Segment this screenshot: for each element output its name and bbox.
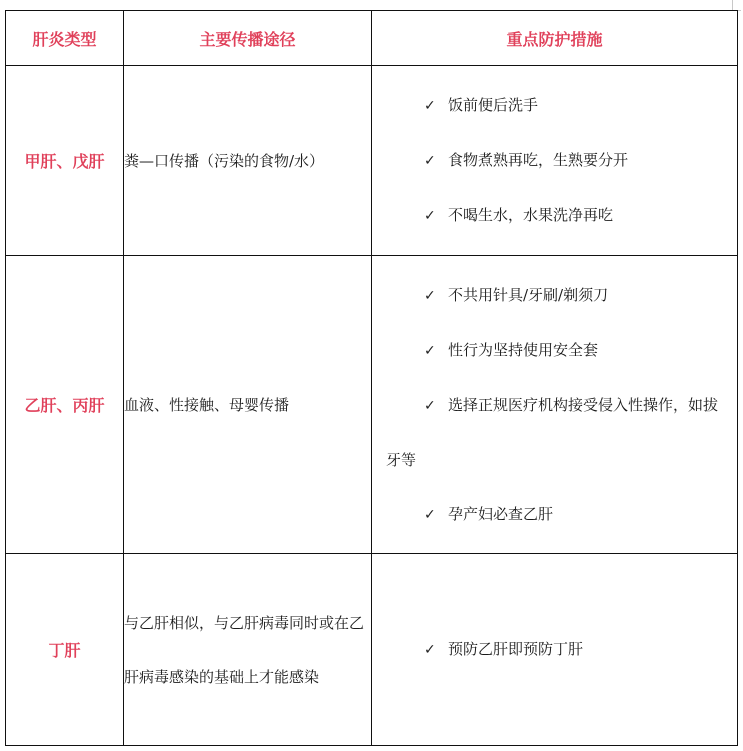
- table-row: [6, 256, 738, 554]
- list-item: [372, 622, 737, 677]
- table-row: [6, 66, 738, 256]
- check-icon: ✓: [424, 98, 436, 114]
- header-row: [6, 11, 738, 66]
- table-row: [6, 554, 738, 746]
- list-item: [372, 268, 737, 323]
- transmission-route: [124, 66, 372, 256]
- measure-text: 不喝生水，水果洗净再吃: [448, 206, 614, 224]
- measure-text: 预防乙肝即预防丁肝: [448, 640, 584, 658]
- protection-measures: [372, 66, 738, 256]
- measure-text: 不共用针具/牙刷/剃须刀: [448, 285, 609, 304]
- list-item: [372, 188, 737, 243]
- check-icon: ✓: [424, 342, 436, 359]
- hepatitis-table: [5, 10, 738, 746]
- measures-list: [372, 78, 737, 243]
- check-icon: ✓: [424, 506, 436, 523]
- route-text: 血液、性接触、母婴传播: [124, 395, 290, 414]
- check-icon: ✓: [424, 287, 436, 304]
- list-item: [372, 487, 737, 542]
- transmission-route: [124, 256, 372, 554]
- transmission-route: [124, 554, 372, 746]
- check-icon: ✓: [424, 397, 436, 414]
- measures-list: [372, 268, 737, 542]
- route-text: 与乙肝相似，与乙肝病毒同时或在乙肝病毒感染的基础上才能感染: [124, 613, 365, 686]
- protection-measures: [372, 256, 738, 554]
- list-item: [372, 78, 737, 133]
- measures-list: [372, 622, 737, 677]
- measure-text: 选择正规医疗机构接受侵入性操作，如拔牙等: [386, 395, 719, 469]
- header-type: 肝炎类型: [6, 11, 124, 66]
- check-icon: ✓: [424, 208, 436, 224]
- check-icon: ✓: [424, 153, 436, 169]
- check-icon: ✓: [424, 642, 436, 658]
- hepatitis-type: 甲肝、戊肝: [6, 66, 124, 256]
- list-item: [372, 323, 737, 378]
- measure-text: 饭前便后洗手: [448, 96, 539, 114]
- measure-text: 食物煮熟再吃，生熟要分开: [448, 151, 629, 169]
- list-item: [372, 133, 737, 188]
- hepatitis-type: 丁肝: [6, 554, 124, 746]
- list-item: [372, 378, 737, 487]
- measure-text: 性行为坚持使用安全套: [448, 340, 599, 359]
- hepatitis-type: 乙肝、丙肝: [6, 256, 124, 554]
- route-text: 粪—口传播（污染的食物/水）: [124, 151, 325, 170]
- header-measures: 重点防护措施: [372, 11, 738, 66]
- measure-text: 孕产妇必查乙肝: [448, 504, 554, 523]
- header-route: 主要传播途径: [124, 11, 372, 66]
- protection-measures: [372, 554, 738, 746]
